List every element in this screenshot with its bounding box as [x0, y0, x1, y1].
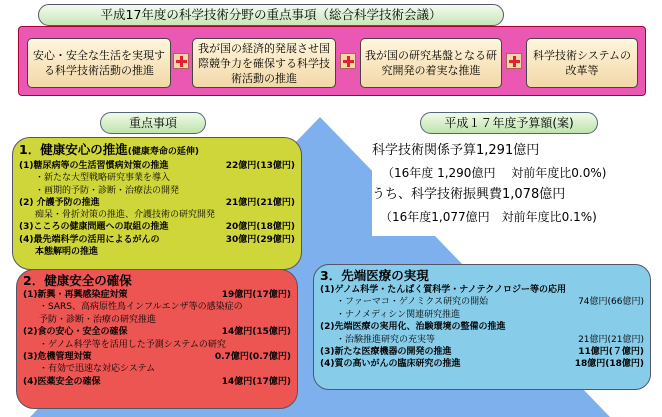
safety-item [23, 314, 291, 326]
medical-item [320, 346, 644, 358]
budget-total-prev: （16年度 1,290億円 対前年度比0.0%) [382, 166, 607, 180]
medical-item [320, 309, 644, 321]
item-text: (4)医薬安全の確保 [23, 376, 101, 387]
plus-icon [340, 53, 356, 69]
item-text: 予防・診断・治療の研究推進 [39, 314, 157, 325]
medical-heading: 3．先端医療の実現 [320, 268, 429, 283]
safety-item [23, 289, 291, 301]
item-text: 本態解明の推進 [35, 247, 99, 258]
priority-box-4: 科学技術システムの改革等 [526, 38, 638, 88]
item-text: (4)質の高いがんの臨床研究の推進 [320, 359, 461, 370]
medical-item [320, 321, 644, 333]
item-text: 痴呆・骨折対策の推進、介護技術の研究開発 [35, 210, 216, 221]
plus-icon [173, 53, 189, 69]
focus-label: 重点事項 [100, 112, 206, 134]
item-text: (1)ゲノム科学・たんぱく質科学・ナノテクノロジー等の応用 [320, 285, 567, 295]
item-text: ・治験推進研究の充実等 [336, 334, 436, 345]
safety-item [23, 326, 291, 338]
health-security-box [12, 137, 302, 270]
item-amount: 18億円(18億円) [574, 359, 644, 370]
item-amount: 22億円(13億円) [225, 161, 295, 171]
budget-promo: うち、科学技術振興費1,078億円 [372, 187, 566, 202]
item-text: (3)新たな医療機器の開発の推進 [320, 347, 452, 358]
safety-item [23, 301, 291, 313]
health-item [19, 197, 295, 209]
page-title: 平成17年度の科学技術分野の重点事項（総合科学技術会議） [38, 4, 504, 26]
health-heading: 1．健康安心の推進 [19, 142, 128, 157]
health-item [19, 246, 295, 258]
safety-heading: 2．健康安全の確保 [23, 273, 132, 288]
item-amount: 30億円(29億円) [225, 234, 295, 245]
health-item [19, 221, 295, 233]
medical-item [320, 334, 644, 346]
item-text: ・有効で迅速な対応システム [39, 364, 156, 375]
item-text: (3)こころの健康問題への取組の推進 [19, 222, 169, 233]
medical-item [320, 296, 644, 308]
item-amount: 21億円(21億円) [578, 334, 644, 345]
budget-label: 平成１７年度予算額(案) [420, 112, 598, 134]
item-text: (3)危機管理対策 [23, 352, 92, 363]
section-heading [19, 142, 295, 160]
item-text: (1)糖尿病等の生活習慣病対策の推進 [19, 161, 169, 171]
budget-panel [372, 140, 654, 236]
medical-item [320, 284, 644, 296]
item-text: ・画期的予防・診断・治療法の開発 [35, 185, 180, 196]
item-text: ・新たな大型戦略研究事業を導入 [35, 173, 171, 184]
item-text: ・ゲノム科学等を活用した予測システムの研究 [39, 339, 226, 350]
item-text: ・SARS、高病原性鳥インフルエンザ等の感染症の [39, 302, 243, 313]
health-subheading: (健康寿命の延伸) [127, 147, 199, 157]
medical-item [320, 358, 644, 370]
health-items [19, 160, 295, 258]
safety-item [23, 351, 291, 363]
health-item [19, 209, 295, 221]
item-amount: 20億円(18億円) [225, 222, 295, 233]
health-item [19, 185, 295, 197]
safety-item [23, 376, 291, 388]
item-text: (2) 介護予防の推進 [19, 197, 100, 208]
budget-promo-prev: （16年度1,077億円 対前年度比0.1%) [380, 210, 597, 224]
budget-total: 科学技術関係予算1,291億円 [372, 143, 540, 158]
safety-items [23, 289, 291, 388]
item-text: (2)食の安心・安全の確保 [23, 327, 128, 338]
health-safety-box [16, 269, 298, 409]
safety-item [23, 363, 291, 375]
safety-item [23, 339, 291, 351]
item-text: ・ファーマコ・ゲノミクス研究の開始 [336, 297, 489, 308]
item-text: (1)新興・再興感染症対策 [23, 290, 128, 300]
priority-box-1: 安心・安全な生活を実現する科学技術活動の推進 [27, 38, 171, 88]
medical-items [320, 284, 644, 371]
item-amount: 11億円(７億円) [578, 347, 644, 358]
advanced-medicine-box [313, 264, 651, 390]
item-amount: 14億円(17億円) [221, 376, 291, 387]
priority-box-3: 我が国の研究基盤となる研究開発の着実な推進 [360, 38, 502, 88]
plus-icon [506, 53, 522, 69]
health-item [19, 172, 295, 184]
item-amount: 19億円(17億円) [221, 290, 291, 300]
priority-box-2: 我が国の経済的発展させ国際競争力を確保する科学技術活動の推進 [192, 38, 336, 88]
item-text: ・ナノメディシン関連研究推進 [336, 309, 461, 320]
item-amount: 14億円(15億円) [221, 327, 291, 338]
item-text: (2)先端医療の実用化、治験環境の整備の推進 [320, 322, 506, 333]
health-item [19, 234, 295, 246]
item-amount: 21億円(21億円) [225, 197, 295, 208]
item-amount: 0.7億円(0.7億円) [214, 352, 291, 363]
item-text: (4)最先端科学の活用によるがんの [19, 234, 160, 245]
health-item [19, 160, 295, 172]
item-amount: 74億円(66億円) [578, 297, 644, 308]
